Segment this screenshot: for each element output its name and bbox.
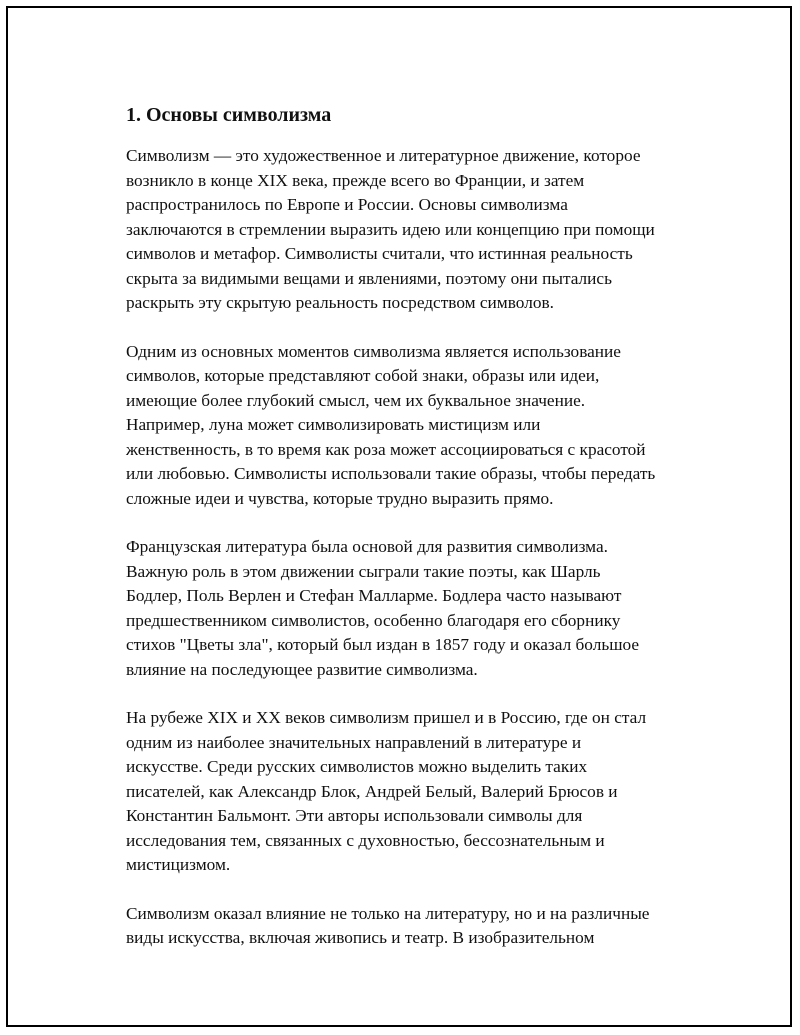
- text-line: или любовью. Символисты использовали такие образы, чтобы передать: [126, 464, 656, 483]
- text-line: возникло в конце XIX века, прежде всего во Франции, и затем: [126, 170, 585, 190]
- text-line: стихов "Цветы зла", который был издан в 1857 году и оказал большое: [126, 635, 640, 654]
- page-frame: [6, 6, 792, 1027]
- text-line: сложные идеи и чувства, которые трудно выразить прямо.: [126, 488, 554, 508]
- text-line: скрыта за видимыми вещами и явлениями, поэтому они пытались: [126, 268, 612, 288]
- text-line: виды искусства, включая живопись и театр. В изобразительном: [126, 928, 595, 947]
- text-line: Символизм оказал влияние не только на литературу, но и на различные: [126, 903, 650, 923]
- paragraph-4: [126, 706, 706, 878]
- text-line: влияние на последующее развитие символизма.: [126, 659, 478, 679]
- text-line: распространилось по Европе и России. Основы символизма: [126, 195, 568, 214]
- text-line: символов, которые представляют собой знаки, образы или идеи,: [126, 366, 600, 385]
- text-line: предшественником символистов, особенно благодаря его сборнику: [126, 610, 621, 630]
- text-line: заключаются в стремлении выразить идею или концепцию при помощи: [126, 219, 655, 239]
- text-line: одним из наиболее значительных направлений в литературе и: [126, 732, 582, 752]
- text-line: Константин Бальмонт. Эти авторы использовали символы для: [126, 806, 583, 825]
- text-line: Одним из основных моментов символизма является использование: [126, 341, 621, 361]
- text-line: Символизм — это художественное и литературное движение, которое: [126, 146, 641, 165]
- text-line: раскрыть эту скрытую реальность посредством символов.: [126, 293, 554, 312]
- text-line: писателей, как Александр Блок, Андрей Белый, Валерий Брюсов и: [126, 781, 618, 801]
- section-heading: 1. Основы символизма: [126, 104, 332, 126]
- text-line: имеющие более глубокий смысл, чем их буквальное значение.: [126, 390, 586, 410]
- paragraph-5: [126, 902, 706, 951]
- text-line: символов и метафор. Символисты считали, что истинная реальность: [126, 244, 633, 263]
- text-line: женственность, в то время как роза может ассоциироваться с красотой: [126, 439, 646, 459]
- text-line: искусстве. Среди русских символистов можно выделить таких: [126, 757, 588, 776]
- document-body: [126, 100, 706, 975]
- paragraph-2: [126, 340, 706, 512]
- text-line: На рубеже XIX и XX веков символизм пришел и в Россию, где он стал: [126, 708, 647, 727]
- text-line: Например, луна может символизировать мистицизм или: [126, 415, 541, 434]
- paragraph-3: [126, 535, 706, 682]
- text-line: Бодлер, Поль Верлен и Стефан Малларме. Бодлера часто называют: [126, 586, 622, 605]
- paragraph-1: [126, 144, 706, 316]
- text-line: исследования тем, связанных с духовностью, бессознательным и: [126, 830, 605, 850]
- text-line: Важную роль в этом движении сыграли такие поэты, как Шарль: [126, 561, 601, 581]
- text-line: мистицизмом.: [126, 855, 231, 874]
- text-line: Французская литература была основой для развития символизма.: [126, 537, 608, 556]
